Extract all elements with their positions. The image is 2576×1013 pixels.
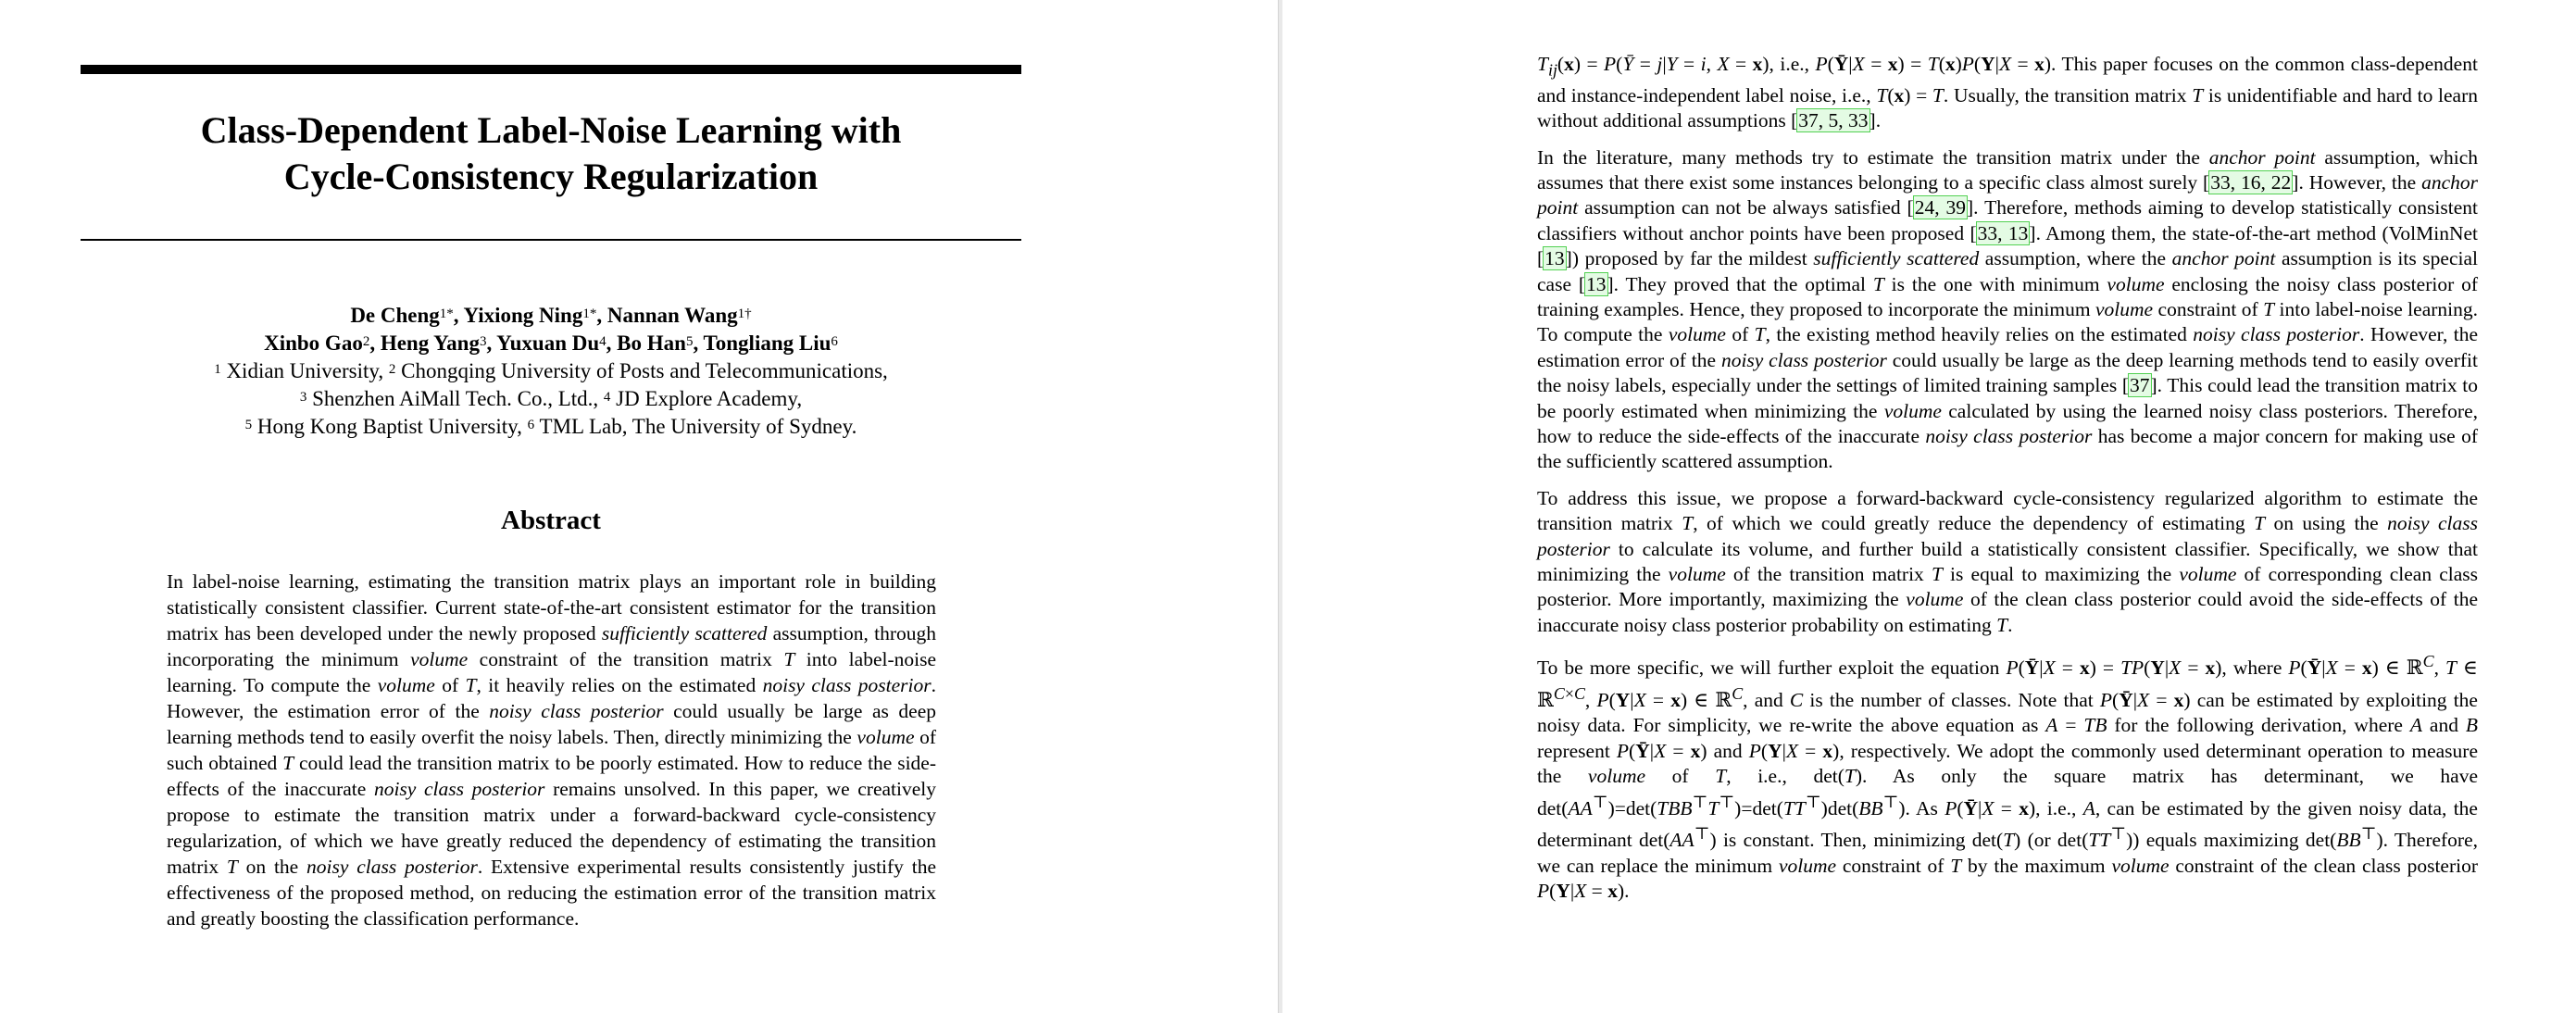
paragraph-3: To address this issue, we propose a forward-backward cycle-consistency regularized algorithm to estimate the transition matrix T, of which we could greatly reduce the dependency of estimating T on using the noisy class posterior to calculate its volume, and further build a statistically consistent classifier. Specifically, we show that minimizing the volume of the transition matrix T is equal to maximizing the volume of corresponding clean class posterior. More importantly, maximizing the volume of the clean class posterior could avoid the side-effects of the inaccurate noisy class posterior probability on estimating T. bbox=[1537, 486, 2479, 636]
left-page bbox=[0, 0, 1278, 1013]
author-affil: 3 bbox=[479, 334, 487, 349]
citation-link[interactable]: 37 bbox=[2130, 374, 2150, 397]
author-affil: 5 bbox=[685, 334, 694, 349]
author-affil: 1* bbox=[439, 306, 454, 321]
citation-link[interactable]: 24, 39 bbox=[1914, 196, 1967, 219]
title-bottom-rule bbox=[81, 239, 1021, 241]
affiliation-line-3: $^5$ Hong Kong Baptist University, $^6$ TML Lab, The University of Sydney. bbox=[244, 415, 857, 438]
paragraph-1: $T_{ij}(x)$ = P(Ȳ = j|Y = i, X = x), i.e., P(Ȳ|X = x) = T(x)P(Y|X = x). This paper focuses on the common class-dependent and instance-independent label noise, i.e., T(x) = T. Usually, the transition matrix T is unidentifiable and hard to learn without additional assumptions [37, 5, 33]. bbox=[1537, 53, 2478, 132]
body-column bbox=[1537, 52, 2478, 916]
author-block bbox=[81, 302, 1021, 441]
citation-link[interactable]: 33, 16, 22 bbox=[2210, 170, 2292, 194]
abstract-heading: Abstract bbox=[501, 506, 601, 535]
author-name: Tongliang Liu bbox=[703, 331, 832, 355]
abstract-body: In label-noise learning, estimating the transition matrix plays an important role in building statistically consistent classifier. Current state-of-the-art consistent estimator for the transition matrix has been developed under the newly proposed sufficiently scattered assumption, through incorporating the minimum volume constraint of the transition matrix T into label-noise learning. To compute the volume of T, it heavily relies on the estimated noisy class posterior. However, the estimation error of the noisy class posterior could usually be large as deep learning methods tend to easily overfit the noisy labels. Then, directly minimizing the volume of such obtained T could lead the transition matrix to be poorly estimated. How to reduce the side-effects of the inaccurate noisy class posterior remains unsolved. In this paper, we creatively propose to estimate the transition matrix under a forward-backward cycle-consistency regularization, of which we have greatly reduced the dependency of estimating the transition matrix T on the noisy class posterior. Extensive experimental results consistently justify the effectiveness of the proposed method, on reducing the estimation error of the transition matrix and greatly boosting the classification performance. bbox=[167, 570, 937, 930]
right-page bbox=[1282, 0, 2576, 1013]
paper-title bbox=[81, 107, 1021, 200]
affiliation-line-1: $^1$ Xidian University, $^2$ Chongqing University of Posts and Telecommunications, bbox=[214, 359, 888, 382]
author-name: Heng Yang bbox=[380, 331, 480, 355]
author-name: Yuxuan Du bbox=[496, 331, 600, 355]
citation-link[interactable]: 13 bbox=[1586, 272, 1607, 295]
author-name: Nannan Wang bbox=[606, 304, 738, 327]
author-line-1: De Cheng$^{1*}$, Yixiong Ning$^{1*}$, Nannan Wang$^{1\dagger}$ bbox=[350, 304, 752, 327]
author-name: Yixiong Ning bbox=[463, 304, 583, 327]
citation-link[interactable]: 37, 5, 33 bbox=[1798, 109, 1869, 132]
author-affil: 1† bbox=[737, 306, 752, 321]
author-name: Bo Han bbox=[617, 331, 686, 355]
citation-link[interactable]: 33, 13 bbox=[1977, 221, 2029, 244]
author-affil: 1* bbox=[582, 306, 597, 321]
citation-link[interactable]: 13 bbox=[1544, 247, 1565, 270]
title-line-1: Class-Dependent Label-Noise Learning with bbox=[200, 109, 902, 151]
author-affil: 6 bbox=[831, 334, 838, 349]
affiliation-line-2: $^3$ Shenzhen AiMall Tech. Co., Ltd., $^4$ JD Explore Academy, bbox=[299, 387, 803, 410]
author-affil: 4 bbox=[599, 334, 606, 349]
author-affil: 2 bbox=[362, 334, 370, 349]
title-top-rule bbox=[81, 65, 1021, 74]
author-name: Xinbo Gao bbox=[264, 331, 363, 355]
author-name: De Cheng bbox=[350, 304, 440, 327]
author-line-2: Xinbo Gao$^2$, Heng Yang$^3$, Yuxuan Du$^4$, Bo Han$^5$, Tongliang Liu$^6$ bbox=[264, 331, 838, 355]
paragraph-2: In the literature, many methods try to estimate the transition matrix under the anchor point assumption, which assumes that there exist some instances belonging to a specific class almost surely [33, 16, 22]. However, the anchor point assumption can not be always satisfied [24, 39]. Therefore, methods aiming to develop statistically consistent classifiers without anchor points have been proposed [33, 13]. Among them, the state-of-the-art method (VolMinNet [13]) proposed by far the mildest sufficiently scattered assumption, where the anchor point assumption is its special case [13]. They proved that the optimal T is the one with minimum volume enclosing the noisy class posterior of training examples. Hence, they proposed to incorporate the minimum volume constraint of T into label-noise learning. To compute the volume of T, the existing method heavily relies on the estimated noisy class posterior. However, the estimation error of the noisy class posterior could usually be large as the deep learning methods tend to easily overfit the noisy labels, especially under the settings of limited training samples [37]. This could lead the transition matrix to be poorly estimated when minimizing the volume calculated by using the learned noisy class posteriors. Therefore, how to reduce the side-effects of the inaccurate noisy class posterior has become a major concern for making use of the sufficiently scattered assumption. bbox=[1537, 145, 2479, 473]
title-line-2: Cycle-Consistency Regularization bbox=[283, 156, 819, 197]
paragraph-4: To be more specific, we will further exploit the equation P(Ȳ|X = x) = TP(Y|X = x), where P(Ȳ|X = x) ∈ ℝ$^C$, T ∈ ℝ$^{C\times C}$, P(Y|X = x) ∈ ℝ$^C$, and C is the number of classes. Note that P(Ȳ|X = x) can be estimated by exploiting the noisy data. For simplicity, we re-write the above equation as A = TB for the following derivation, where A and B represent P(Ȳ|X = x) and P(Y|X = x), respectively. We adopt the commonly used determinant operation to measure the volume of T, i.e., det(T). As only the square matrix has determinant, we have det(AA⊤)=det(TBB⊤T⊤)=det(TT⊤)det(BB⊤). As P(Ȳ|X = x), i.e., A, can be estimated by the given noisy data, the determinant det(AA⊤) is constant. Then, minimizing det(T) (or det(TT⊤)) equals maximizing det(BB⊤). Therefore, we can replace the minimum volume constraint of T by the maximum volume constraint of the clean class posterior P(Y|X = x). bbox=[1537, 652, 2479, 903]
